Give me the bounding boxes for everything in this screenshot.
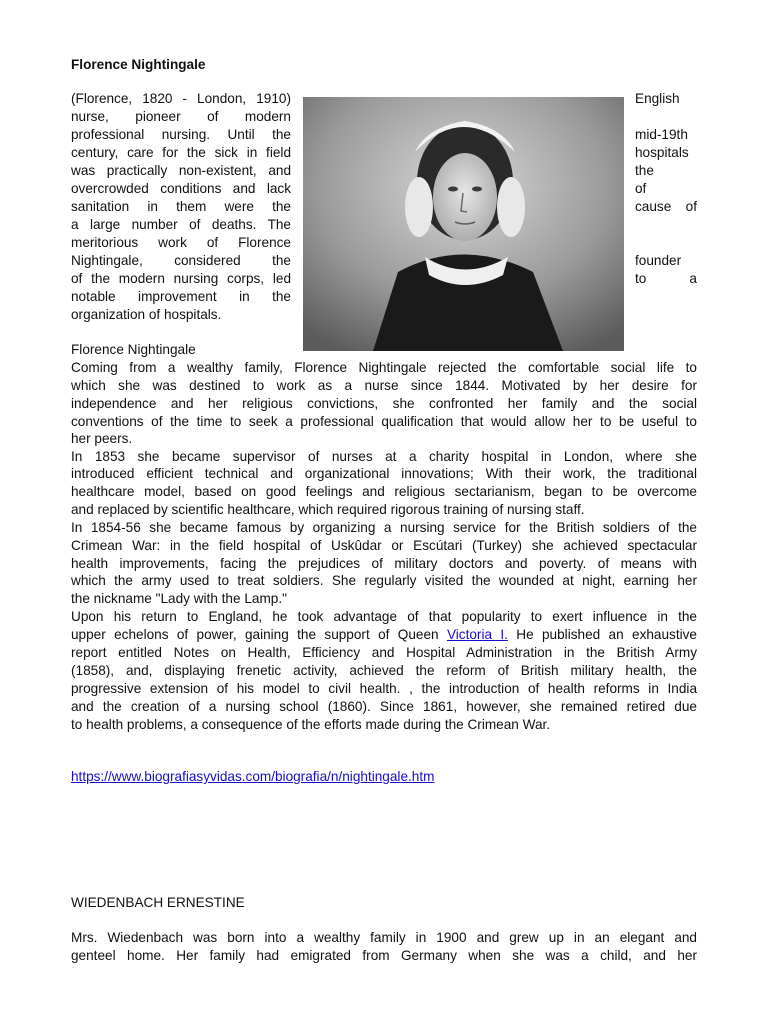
queen-text-after: He published an exhaustive: [507, 627, 697, 642]
body-line: independence and her religious convictions, she confronted her family and the social: [71, 396, 697, 411]
body-line-queen: [71, 626, 697, 644]
body-line: the nickname "Lady with the Lamp.": [71, 591, 287, 606]
intro-right-line: English: [635, 91, 680, 106]
body-line: In 1854-56 she became famous by organizing a nursing service for the British soldiers of the: [71, 520, 697, 535]
body-line: Crimean War: in the field hospital of Uskûdar or Escútari (Turkey) she achieved spectacular: [71, 538, 697, 553]
intro-line: (Florence, 1820 - London, 1910): [71, 91, 291, 106]
body-line: introduced efficient technical and organizational innovations; With their work, the traditional: [71, 466, 697, 481]
body-line: to health problems, a consequence of the efforts made during the Crimean War.: [71, 717, 551, 732]
body-line: report entitled Notes on Health, Efficiency and Hospital Administration in the British Army: [71, 645, 697, 660]
intro-right-line: to a: [635, 271, 697, 286]
victoria-link[interactable]: Victoria I.: [446, 627, 508, 642]
intro-right-line: of: [635, 181, 647, 196]
portrait-illustration: [303, 97, 624, 351]
intro-line: Nightingale, considered the: [71, 253, 291, 268]
intro-line: organization of hospitals.: [71, 307, 222, 322]
intro-line: meritorious work of Florence: [71, 235, 291, 250]
queen-text-before: upper echelons of power, gaining the support of Queen: [71, 627, 447, 642]
body-line: Upon his return to England, he took advantage of that popularity to exert influence in the: [71, 609, 697, 624]
body-line: which she was destined to work as a nurse since 1844. Motivated by her desire for: [71, 378, 697, 393]
body-line: Mrs. Wiedenbach was born into a wealthy family in 1900 and grew up in an elegant and: [71, 930, 697, 945]
intro-right-line: hospitals: [635, 145, 689, 160]
body-line: which the army used to treat soldiers. She regularly visited the wounded at night, earning her: [71, 573, 697, 588]
section-heading: WIEDENBACH ERNESTINE: [71, 895, 245, 910]
intro-line: century, care for the sick in field: [71, 145, 291, 160]
source-link[interactable]: https://www.biografiasyvidas.com/biografia/n/nightingale.htm: [71, 769, 435, 784]
page-title: Florence Nightingale: [71, 57, 206, 72]
body-line: her peers.: [71, 431, 133, 446]
intro-line: overcrowded conditions and lack: [71, 181, 291, 196]
intro-line: professional nursing. Until the: [71, 127, 291, 142]
intro-right-line: mid-19th: [635, 127, 688, 142]
intro-line: a large number of deaths. The: [71, 217, 291, 232]
body-line: healthcare model, based on good feelings and religious sectarianism, began to be overcome: [71, 484, 697, 499]
intro-right-line: founder: [635, 253, 682, 268]
intro-line: nurse, pioneer of modern: [71, 109, 291, 124]
intro-line: notable improvement in the: [71, 289, 291, 304]
body-line: In 1853 she became supervisor of nurses at a charity hospital in London, where she: [71, 449, 697, 464]
intro-line: sanitation in them were the: [71, 199, 291, 214]
body-line: and the creation of a nursing school (1860). Since 1861, however, she remained retired due: [71, 699, 697, 714]
body-line: health improvements, facing the prejudices of military doctors and poverty. of means with: [71, 556, 697, 571]
body-line: Coming from a wealthy family, Florence Nightingale rejected the comfortable social life to: [71, 360, 697, 375]
body-line: progressive extension of his model to civil health. , the introduction of health reforms in India: [71, 681, 697, 696]
intro-line: was practically non-existent, and: [71, 163, 291, 178]
intro-right-line: cause of: [635, 199, 697, 214]
body-line: and replaced by scientific healthcare, which required rigorous training of nursing staff.: [71, 502, 585, 517]
body-line: genteel home. Her family had emigrated from Germany when she was a child, and her: [71, 948, 697, 963]
image-caption: Florence Nightingale: [71, 342, 196, 357]
body-line: (1858), and, displaying frenetic activity, achieved the reform of British military health, the: [71, 663, 697, 678]
intro-line: of the modern nursing corps, led: [71, 271, 291, 286]
body-line: conventions of the time to seek a professional qualification that would allow her to be useful to: [71, 414, 697, 429]
portrait-image: [303, 97, 624, 351]
intro-right-line: the: [635, 163, 654, 178]
